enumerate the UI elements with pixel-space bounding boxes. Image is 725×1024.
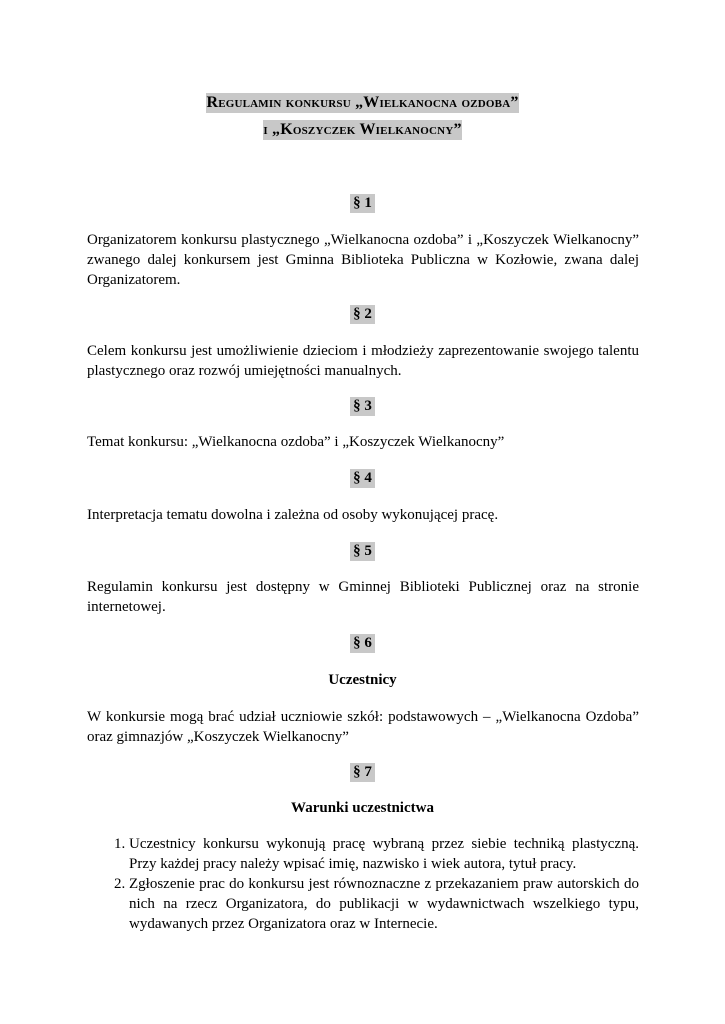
section-mark-3	[0, 396, 725, 416]
section-mark-text: § 3	[350, 397, 375, 416]
section-mark-6	[0, 633, 725, 653]
section-text-6: W konkursie mogą brać udział uczniowie szkół: podstawowych – „Wielkanocna Ozdoba” oraz gimnazjów „Koszyczek Wielkanocny”	[87, 709, 639, 745]
section-text-4: Interpretacja tematu dowolna i zależna od osoby wykonującej pracę.	[87, 507, 499, 523]
section-mark-text: § 5	[350, 542, 375, 561]
document-title-line-1	[0, 91, 725, 115]
section-text-1: Organizatorem konkursu plastycznego „Wielkanocna ozdoba” i „Koszyczek Wielkanocny” zwanego dalej konkursem jest Gminna Biblioteka Publiczna w Kozłowie, zwana dalej Organizatorem.	[87, 232, 639, 288]
document-title-line-2	[0, 118, 725, 142]
list-item: 1. Uczestnicy konkursu wykonują pracę wybraną przez siebie techniką plastyczną. Przy każdej pracy należy wpisać imię, nazwisko i wiek autora, tytuł pracy.	[129, 834, 639, 874]
section-mark-text: § 2	[350, 305, 375, 324]
section-mark-text: § 7	[350, 763, 375, 782]
list-item: 2. Zgłoszenie prac do konkursu jest równoznaczne z przekazaniem praw autorskich do nich na rzecz Organizatora, do publikacji w wydawnictwach wszelkiego typu, wydawanych przez Organizatora oraz w Internecie.	[129, 874, 639, 934]
section-heading-uczestnicy: Uczestnicy	[328, 672, 397, 688]
document-title-text-2: i „Koszyczek Wielkanocny”	[263, 121, 462, 138]
section-mark-text: § 6	[350, 634, 375, 653]
section-text-5: Regulamin konkursu jest dostępny w Gminnej Biblioteki Publicznej oraz na stronie internetowej.	[87, 579, 639, 615]
section-mark-text: § 1	[350, 194, 375, 213]
section-text-3: Temat konkursu: „Wielkanocna ozdoba” i „Koszyczek Wielkanocny”	[87, 434, 505, 450]
section-mark-text: § 4	[350, 469, 375, 488]
conditions-list	[87, 834, 639, 934]
section-mark-2	[0, 304, 725, 324]
section-mark-1	[0, 193, 725, 213]
section-mark-5	[0, 541, 725, 561]
section-mark-7	[0, 762, 725, 782]
document-title-text-1: Regulamin konkursu „Wielkanocna ozdoba”	[206, 94, 519, 111]
section-mark-4	[0, 468, 725, 488]
section-text-2: Celem konkursu jest umożliwienie dzieciom i młodzieży zaprezentowanie swojego talentu plastycznego oraz rozwój umiejętności manualnych.	[87, 343, 639, 379]
section-heading-warunki: Warunki uczestnictwa	[291, 800, 434, 816]
